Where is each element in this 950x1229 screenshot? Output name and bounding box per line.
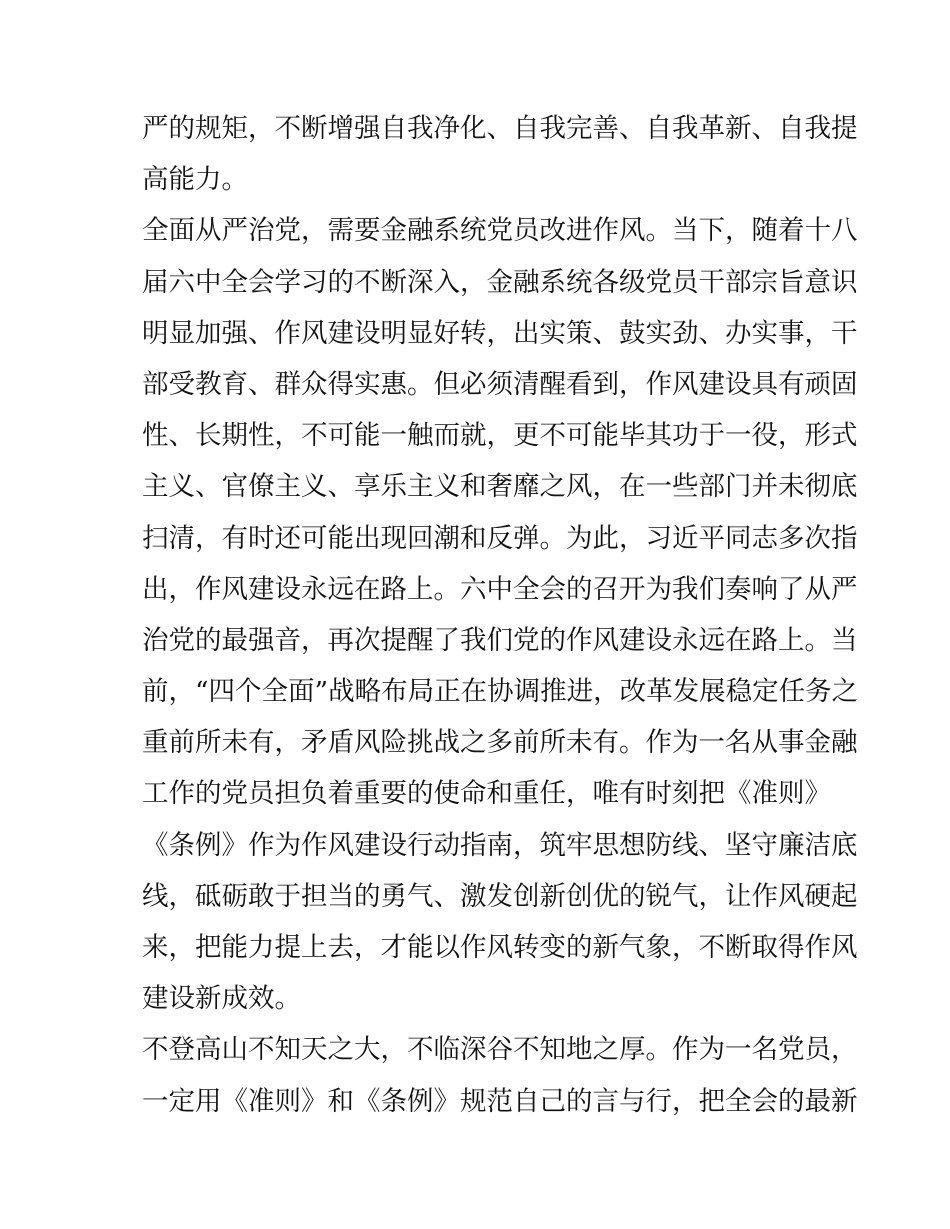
text-line: 主义、官僚主义、享乐主义和奢靡之风，在一些部门并未彻底 — [142, 471, 858, 503]
text-line: 明显加强、作风建设明显好转，出实策、鼓实劲、办实事，干 — [142, 317, 858, 349]
text-line: 一定用《准则》和《条例》规范自己的言与行，把全会的最新 — [142, 1085, 858, 1117]
text-line: 部受教育、群众得实惠。但必须清醒看到，作风建设具有顽固 — [142, 368, 858, 400]
text-line: 来，把能力提上去，才能以作风转变的新气象，不断取得作风 — [142, 932, 858, 963]
text-line: 重前所未有，矛盾风险挑战之多前所未有。作为一名从事金融 — [142, 727, 858, 759]
text-line: 前，“四个全面”战略布局正在协调推进，改革发展稳定任务之 — [142, 676, 859, 708]
text-line: 严的规矩，不断增强自我净化、自我完善、自我革新、自我提 — [142, 113, 858, 144]
text-line: 出，作风建设永远在路上。六中全会的召开为我们奏响了从严 — [142, 573, 858, 605]
text-line: 高能力。 — [142, 164, 248, 196]
text-line: 全面从严治党，需要金融系统党员改进作风。当下，随着十八 — [142, 215, 858, 247]
text-line: 治党的最强音，再次提醒了我们党的作风建设永远在路上。当 — [142, 624, 858, 656]
text-line: 性、长期性，不可能一触而就，更不可能毕其功于一役，形式 — [142, 420, 858, 452]
text-line: 《条例》作为作风建设行动指南，筑牢思想防线、坚守廉洁底 — [142, 829, 858, 861]
text-line: 建设新成效。 — [142, 983, 301, 1015]
text-line: 不登高山不知天之大，不临深谷不知地之厚。作为一名党员， — [142, 1034, 858, 1066]
text-line: 工作的党员担负着重要的使命和重任，唯有时刻把《准则》 — [142, 778, 831, 810]
text-line: 线，砥砺敢于担当的勇气、激发创新创优的锐气，让作风硬起 — [142, 880, 858, 912]
text-line: 扫清，有时还可能出现回潮和反弹。为此，习近平同志多次指 — [142, 522, 858, 554]
document-body — [142, 103, 859, 1127]
text-line: 届六中全会学习的不断深入，金融系统各级党员干部宗旨意识 — [142, 266, 858, 298]
